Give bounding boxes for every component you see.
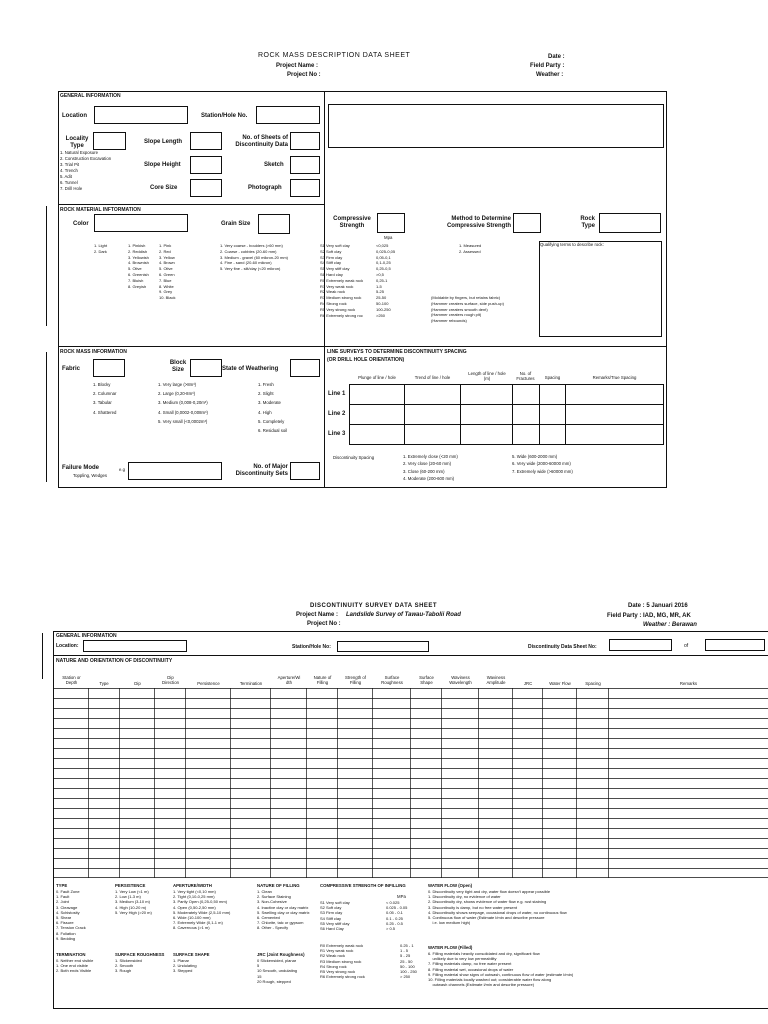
line-col-spacing: Spacing [544,375,561,380]
sheet1-date-label: Date : [548,54,565,60]
disc-sheet-total-field[interactable] [705,639,765,651]
col-jrc: JRC [523,681,533,686]
legend-flow-open-list: 0. Discontinuity very tight and dry, water flow doesn't appear possible 1. Discontinuity dry, no evidence of water 2. Discontinuity dry, shows evidence of water flow e.g. rust staining 3. Discontinuity is damp, but no free water present 4. Discontinuity shows seepage, occasional drops of water, no continuous flow 5. Continuous flow of water (Estimate l/min and describe pressure i.e. low medium high) [428,889,567,926]
col-persistence: Persistence [197,681,220,686]
nature-header: NATURE AND ORIENTATION OF DISCONTINUITY [56,658,173,664]
grain-size-field[interactable] [258,214,290,234]
core-size-field[interactable] [190,179,222,197]
legend-aperture-header: APERTURE/WIDTH [173,883,212,888]
line-header: LINE SURVEYS TO DETERMINE DISCONTINUITY SPACING [327,349,467,355]
legend-jrc-list: 0 Slickensided, planar 5 10 Smooth, undulating 15 20 Rough, stepped [257,958,298,984]
line-col-fractures: No. of Fractures [516,371,535,382]
sketch-label: Sketch [264,162,284,168]
legend-strength-header: COMPRESSIVE STRENGTH OF INFILLING [320,883,406,888]
legend-jrc-header: JRC (Joint Roughness) [257,952,305,957]
sketch-field[interactable] [290,156,320,174]
slope-length-label: Slope Length [144,139,182,145]
slope-length-field[interactable] [190,132,222,150]
col-dip: Dip [134,681,141,686]
legend-flow-filled-list: 6. Filling materials heavily consolidated and dry, significant flow unlikely due to very low permeability 7. Filling materials damp, no free water present 8. Filling material wet, occasional drops of water 9. Filling material show signs of outwash, continuous flow of water (estimate l/min) 10. Filling materials locally washed out; considerable water flow along outwash channels (Estimate l/min and describe pressure) [428,951,574,988]
sheet1-project-no-label: Project No : [287,72,321,78]
line-row-1: Line 1 [328,391,346,397]
legend-shape-list: 1. Planar 2. Undulating 3. Stepped [173,958,197,974]
fabric-field[interactable] [93,359,125,377]
failure-examples: Toppling, Wedges [73,473,108,478]
block-list: 1. Very large (>8m³) 2. Large (0,20-8m³) 3. Medium (0,008-0,20m³) 4. Small (0,0002-0,008m³) 5. Very small (<0,0002m³) [158,382,208,424]
strength-values: <0,025 0,025-0,05 0,05-0,1 0,1-0,25 0,25-0,5 >0,5 0,25-1 1-5 5-25 25-50 50-100 100-250 >250 [376,243,396,318]
color-label: Color [73,221,89,227]
legend-flow-filled-header: WATER FLOW (Filled) [428,945,473,950]
mpa-label: Mpa [384,235,393,240]
legend-strength-r: R0 Extremely weak rock R1 Very weak rock R2 Weak rock R3 Medium strong rock R4 Strong rock R5 Very strong rock R6 Extremely strong rock [320,943,365,980]
block-size-label: Block Size [169,360,187,373]
spacing-label: Discontinuity Spacing [333,455,375,460]
location-field[interactable] [94,106,188,124]
failure-eg: e.g [119,467,125,472]
legend-filling-list: 1. Clean 2. Surface Staining 3. Non-Cohesive 4. Inactive clay or clay matrix 5. Swelling clay or clay matrix 6. Cemented 7. Chlorite, talc or gypsum 8. Other - Specify [257,889,310,931]
line-col-plunge: Plunge of line / hole [358,375,396,380]
col-roughness: Surface Roughness [381,675,403,686]
station-label: Station/Hole No. [201,113,248,119]
sheet2-date: Date : 5 Januari 2016 [628,603,688,609]
weathering-field[interactable] [290,359,320,377]
no-major-field[interactable] [290,462,320,480]
sheet2-general-header: GENERAL INFORMATION [56,633,117,639]
line-row-3: Line 3 [328,431,346,437]
photograph-label: Photograph [248,185,282,191]
col-shape: Surface Shape [419,675,434,686]
line-row-2: Line 2 [328,411,346,417]
legend-type-list: 0. Fault Zone 1. Fault 2. Joint 3. Cleavage 4. Schistosity 5. Shear 6. Fissure 7. Tension Crack 8. Foliation 9. Bedding [56,889,86,941]
method-field[interactable] [513,213,541,233]
line-table [349,384,664,445]
grain-list: 1. Very coarse - boulders (>60 mm) 2. Coarse - cobbles (20-60 mm) 3. Medium - gravel (60 mikron-20 mm) 4. Fine - sand (20-60 mikron) 5. Very fine - silt/clay (<20 mikron) [220,243,289,272]
color-list-c: 1. Pink 2. Red 3. Yellow 4. Brown 5. Olive 6. Green 7. Blue 8. White 9. Grey 10. Black [159,243,176,301]
qualifying-box[interactable] [539,241,662,337]
location-label: Location [62,113,87,119]
block-size-field[interactable] [190,359,222,377]
core-size-label: Core Size [150,185,178,191]
legend-persistence-list: 1. Very Low (<1 m) 2. Low (1-3 m) 3. Medium (3-10 m) 4. High (10-20 m) 5. Very High (>20 m) [115,889,152,915]
qualifying-label: Qualifying terms to describe rock: [540,242,604,247]
rock-type-label: Rock Type [580,216,595,229]
mass-header: ROCK MASS INFORMATION [60,349,127,355]
col-nature-filling: Nature of Filling [313,675,332,686]
col-waviness-amplitude: Waviness Amplitude [486,675,506,686]
color-list-a: 1. Light 2. Dark [94,243,108,254]
legend-termination-list: 0. Neither end visible 1. One end visible 2. Both ends Visible [56,958,94,974]
legend-persistence-header: PERSISTENCE [115,883,146,888]
legend-shape-header: SURFACE SHAPE [173,952,210,957]
locality-field[interactable] [93,132,126,150]
legend-termination-header: TERMINATION [56,952,86,957]
sheet1-title: ROCK MASS DESCRIPTION DATA SHEET [258,52,411,59]
strength-names: S1 Very soft clay S2 Soft clay S3 Firm clay S4 Stiff clay S5 Very stiff clay S6 Hard clay R0 Extremely weak rock R1 Very weak rock R2 Weak rock R3 Medium strong rock R4 Strong rock R5 Very strong rock R6 Extremely strong roc [320,243,364,318]
legend-roughness-list: 1. Slickensided 2. Smooth 3. Rough [115,958,142,974]
col-spacing: Spacing [585,681,601,686]
slope-height-field[interactable] [190,156,222,174]
line-col-length: Length of line / hole (m) [468,371,506,382]
col-strength-filling: Strength of Filling [344,675,367,686]
legend-aperture-list: 1. Very tight (<0,10 mm) 2. Tight (0,10-0,25 mm) 3. Partly Open (0,25-0,50 mm) 4. Open (0,50-2,50 mm) 5. Moderately Wide (2,5-10 mm) 6. Wide (10-100 mm) 7. Extremely Wide (0,1-1 m) 8. Cavernous (>1 m) [173,889,231,931]
col-remarks: Remarks [679,681,698,686]
weather-list: 1. Fresh 2. Slight 3. Moderate 4. High 5. Completely 6. Residual soil [258,382,288,433]
col-waviness-wavelength: Waviness Wavelength [449,675,472,686]
legend-filling-header: NATURE OF FILLING [257,883,300,888]
col-aperture: Aperture/Wi dth [277,675,301,686]
compressive-label: Compressive Strength [333,216,371,229]
col-water-flow: Water Flow [549,681,571,686]
spacing-list-a: 1. Extremely close (<20 mm) 2. Very close (20-60 mm) 3. Close (60-200 mm) 4. Moderate (200-600 mm) [403,454,458,481]
disc-sheet-field[interactable] [609,639,672,651]
sketch-area[interactable] [328,104,664,148]
locality-label: Locality Type [65,136,89,149]
line-header2: (OR DRILL HOLE ORIENTATION) [327,357,405,363]
no-sheets-field[interactable] [290,132,320,150]
legend-strength-s: S1 Very soft clay S2 Soft clay S3 Firm clay S4 Stiff clay S5 Very stiff clay S6 Hard Clay [320,900,350,931]
legend-strength-unit: MPa [397,894,406,899]
color-list-b: 1. Pinkish 2. Reddish 3. Yellowish 4. Brownish 5. Olive 6. Greenish 7. Bluish 8. Greyish [128,243,149,289]
method-label: Method to Determine Compressive Strength [446,216,511,229]
material-header: ROCK MATERIAL INFTORMATION [60,207,141,213]
strength-notes: (Moldable by fingers, but retains fabric) (Hammer creaters surface, side push-up) (Hammer creaters smooth dent) (Hammer creaters rough pit) (Hammer rebounds) [431,295,504,324]
col-type: Type [99,681,109,686]
spacing-list-b: 5. Wide (600-2000 mm) 6. Very wide (2000-60000 mm) 7. Extremely wide (>60000 mm) [512,454,573,474]
col-station: Station or Depth [62,675,81,686]
fabric-label: Fabric [62,366,81,372]
legend-strength-sv: < 0.025 0.025 - 0.05 0.05 - 0.1 0.1 - 0.25 0.25 - 0.5 > 0.5 [386,900,408,931]
sheet1-weather-label: Weather : [536,72,564,78]
legend-flow-open-header: WATER FLOW (Open) [428,883,473,888]
sheet2-station-field[interactable] [337,641,429,652]
station-field[interactable] [256,106,320,124]
sheet2-project-name: Landslide Survey of Tawau-Tabolii Road [346,612,461,618]
rock-type-field[interactable] [599,213,661,233]
general-header: GENERAL INFORMATION [60,93,121,99]
sheet2-station-label: Station/Hole No: [292,644,331,650]
sheet2-weather: Weather : Berawan [643,622,697,628]
grain-size-label: Grain Size [221,221,251,227]
compressive-field[interactable] [377,213,405,233]
sheet1-project-name-label: Project Name : [276,63,319,69]
method-list: 1. Measured 2. Assessed [459,243,482,254]
sheet2-project-no-label: Project No : [307,621,341,627]
col-termination: Termination [239,681,263,686]
col-dip-direction: Dip Direction [162,675,179,686]
slope-height-label: Slope Height [144,162,181,168]
sheet2-title: DISCONTINUITY SURVEY DATA SHEET [310,603,438,609]
legend-strength-rv: 0.25 - 1 1 - 5 5 - 25 25 - 50 50 - 100 100 - 250 > 250 [400,943,417,980]
legend-type-header: TYPE [56,883,68,888]
photograph-field[interactable] [290,179,320,197]
sheet2-field-party: Field Party : IAD, MG, MR, AK [607,613,691,619]
sheet1-field-party-label: Field Party : [530,63,565,69]
weathering-label: State of Weathering [222,366,279,372]
sheet2-location-label: Location: [56,643,79,649]
legend-roughness-header: SURFACE ROUGHNESS [115,952,165,957]
locality-types: 1. Natural Exposure 2. Construction Excavation 3. Trial Pit 4. Trench 5. Adit 6. Tunnel 7. Drill Hole [60,150,112,191]
no-major-label: No. of Major Discontinuity Sets [235,464,288,477]
line-col-remarks: Remarks/True Spacing [592,375,637,380]
no-sheets-label: No. of Sheets of Discontinuity Data [235,135,288,148]
fabric-list: 1. Blocky 2. Columnar 3. Tabular 4. Shattered [93,382,117,415]
failure-mode-label: Failure Mode [62,465,100,471]
disc-sheet-of: of [684,643,689,649]
line-col-trend: Trend of line / hole [414,375,451,380]
color-field[interactable] [94,214,188,232]
disc-sheet-label: Discontinuity Data Sheet No: [528,644,597,650]
discontinuity-grid[interactable] [53,688,768,878]
failure-mode-field[interactable] [128,462,222,480]
sheet2-location-field[interactable] [83,640,187,652]
sheet2-project-name-label: Project Name : [296,612,339,618]
